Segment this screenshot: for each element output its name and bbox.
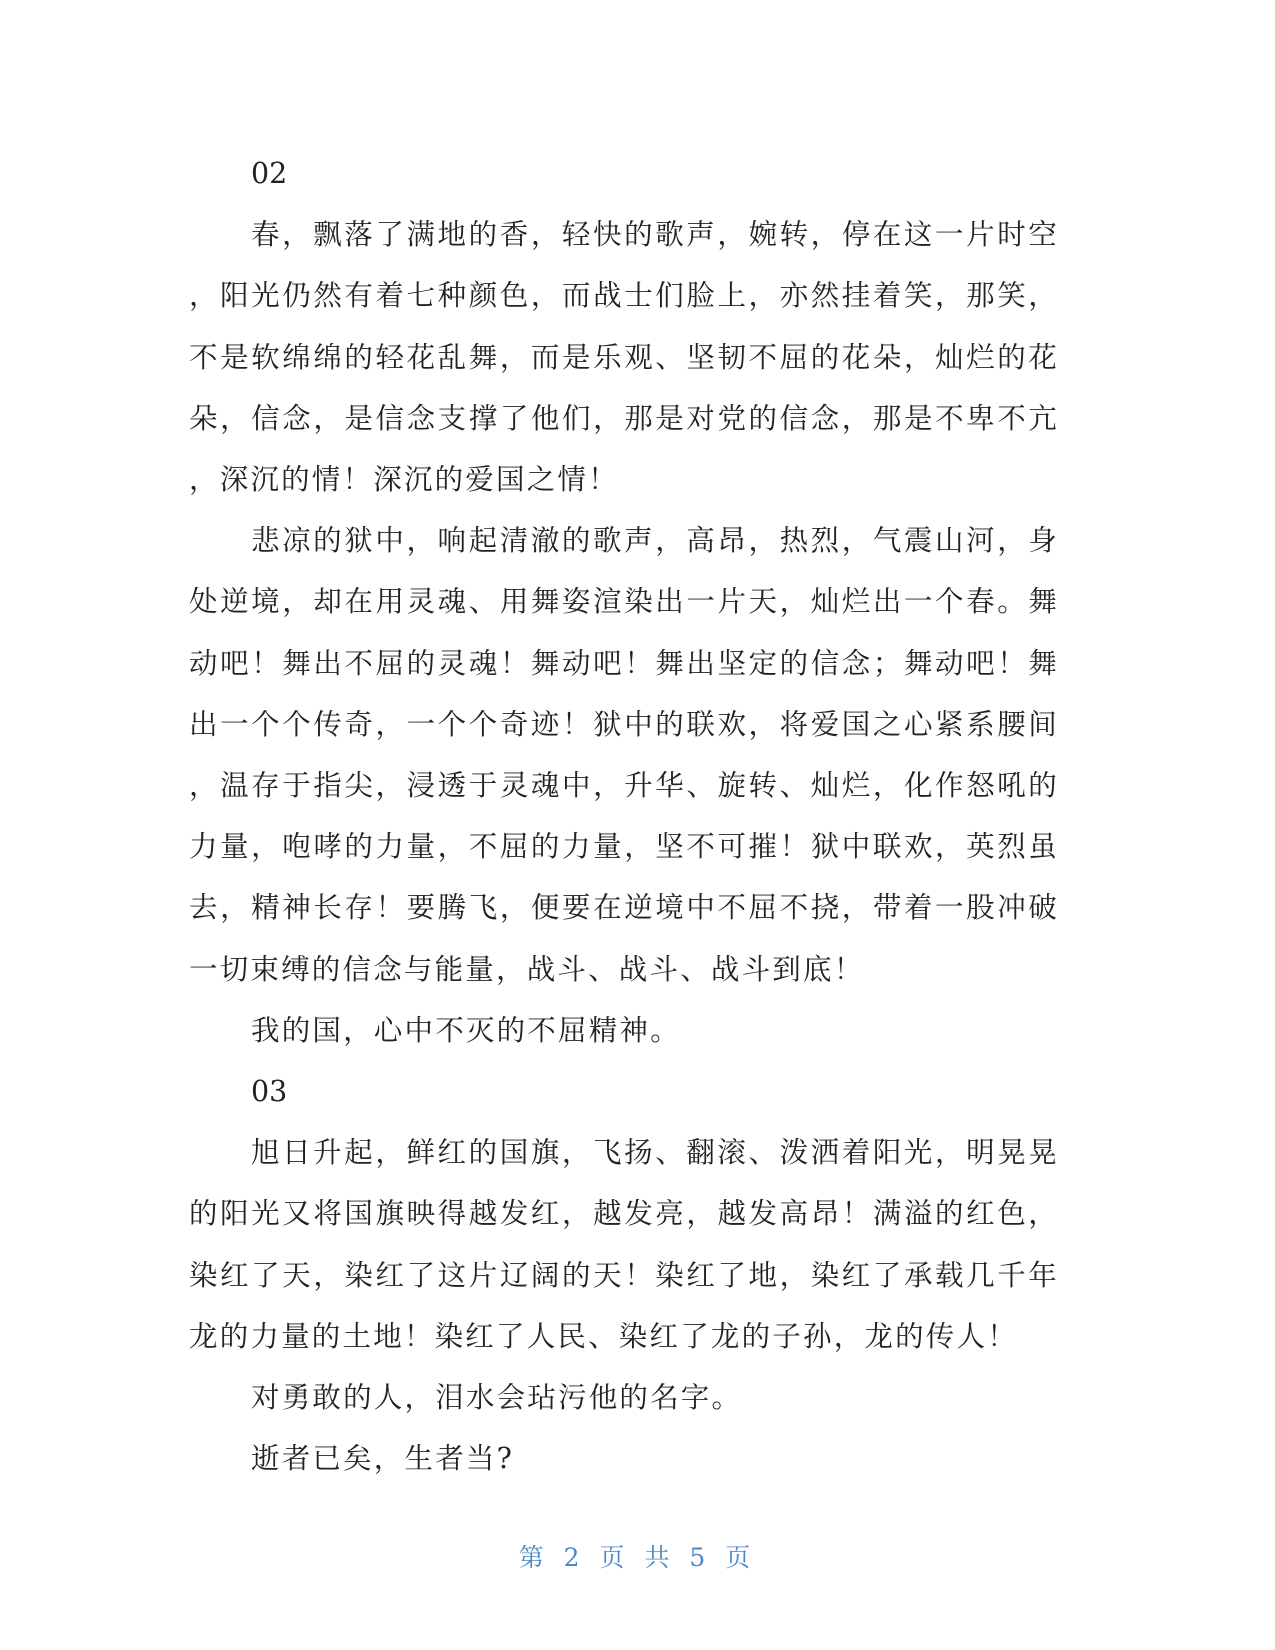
paragraph: 对勇敢的人，泪水会玷污他的名字。 (251, 1381, 743, 1415)
section-number: 03 (251, 1075, 288, 1109)
paragraph: 悲凉的狱中，响起清澈的歌声，高昂，热烈，气震山河，身处逆境，却在用灵魂、用舞姿渲染出一片天，灿烂出一个春。舞动吧！舞出不屈的灵魂！舞动吧！舞出坚定的信念；舞动吧！舞出一个个传奇，一个个奇迹！狱中的联欢，将爱国之心紧系腰间，温存于指尖，浸透于灵魂中，升华、旋转、灿烂，化作怒吼的力量，咆哮的力量，不屈的力量，坚不可摧！狱中联欢，英烈虽去，精神长存！要腾飞，便要在逆境中不屈不挠，带着一股冲破一切束缚的信念与能量，战斗、战斗、战斗到底！ (189, 524, 1059, 986)
paragraph: 逝者已矣，生者当? (251, 1442, 515, 1476)
document-body (189, 143, 1059, 1489)
paragraph: 春，飘落了满地的香，轻快的歌声，婉转，停在这一片时空，阳光仍然有着七种颜色，而战士们脸上，亦然挂着笑，那笑，不是软绵绵的轻花乱舞，而是乐观、坚韧不屈的花朵，灿烂的花朵，信念，是信念支撑了他们，那是对党的信念，那是不卑不亢，深沉的情！深沉的爱国之情！ (189, 218, 1059, 497)
section-number: 02 (251, 157, 288, 190)
page-number-label: 第 2 页 共 5 页 (518, 1543, 757, 1572)
page-footer (0, 1538, 1275, 1574)
paragraph: 旭日升起，鲜红的国旗，飞扬、翻滚、泼洒着阳光，明晃晃的阳光又将国旗映得越发红，越发亮，越发高昂！满溢的红色，染红了天，染红了这片辽阔的天！染红了地，染红了承载几千年龙的力量的土地！染红了人民、染红了龙的子孙，龙的传人！ (189, 1136, 1059, 1353)
paragraph: 我的国，心中不灭的不屈精神。 (251, 1013, 681, 1047)
